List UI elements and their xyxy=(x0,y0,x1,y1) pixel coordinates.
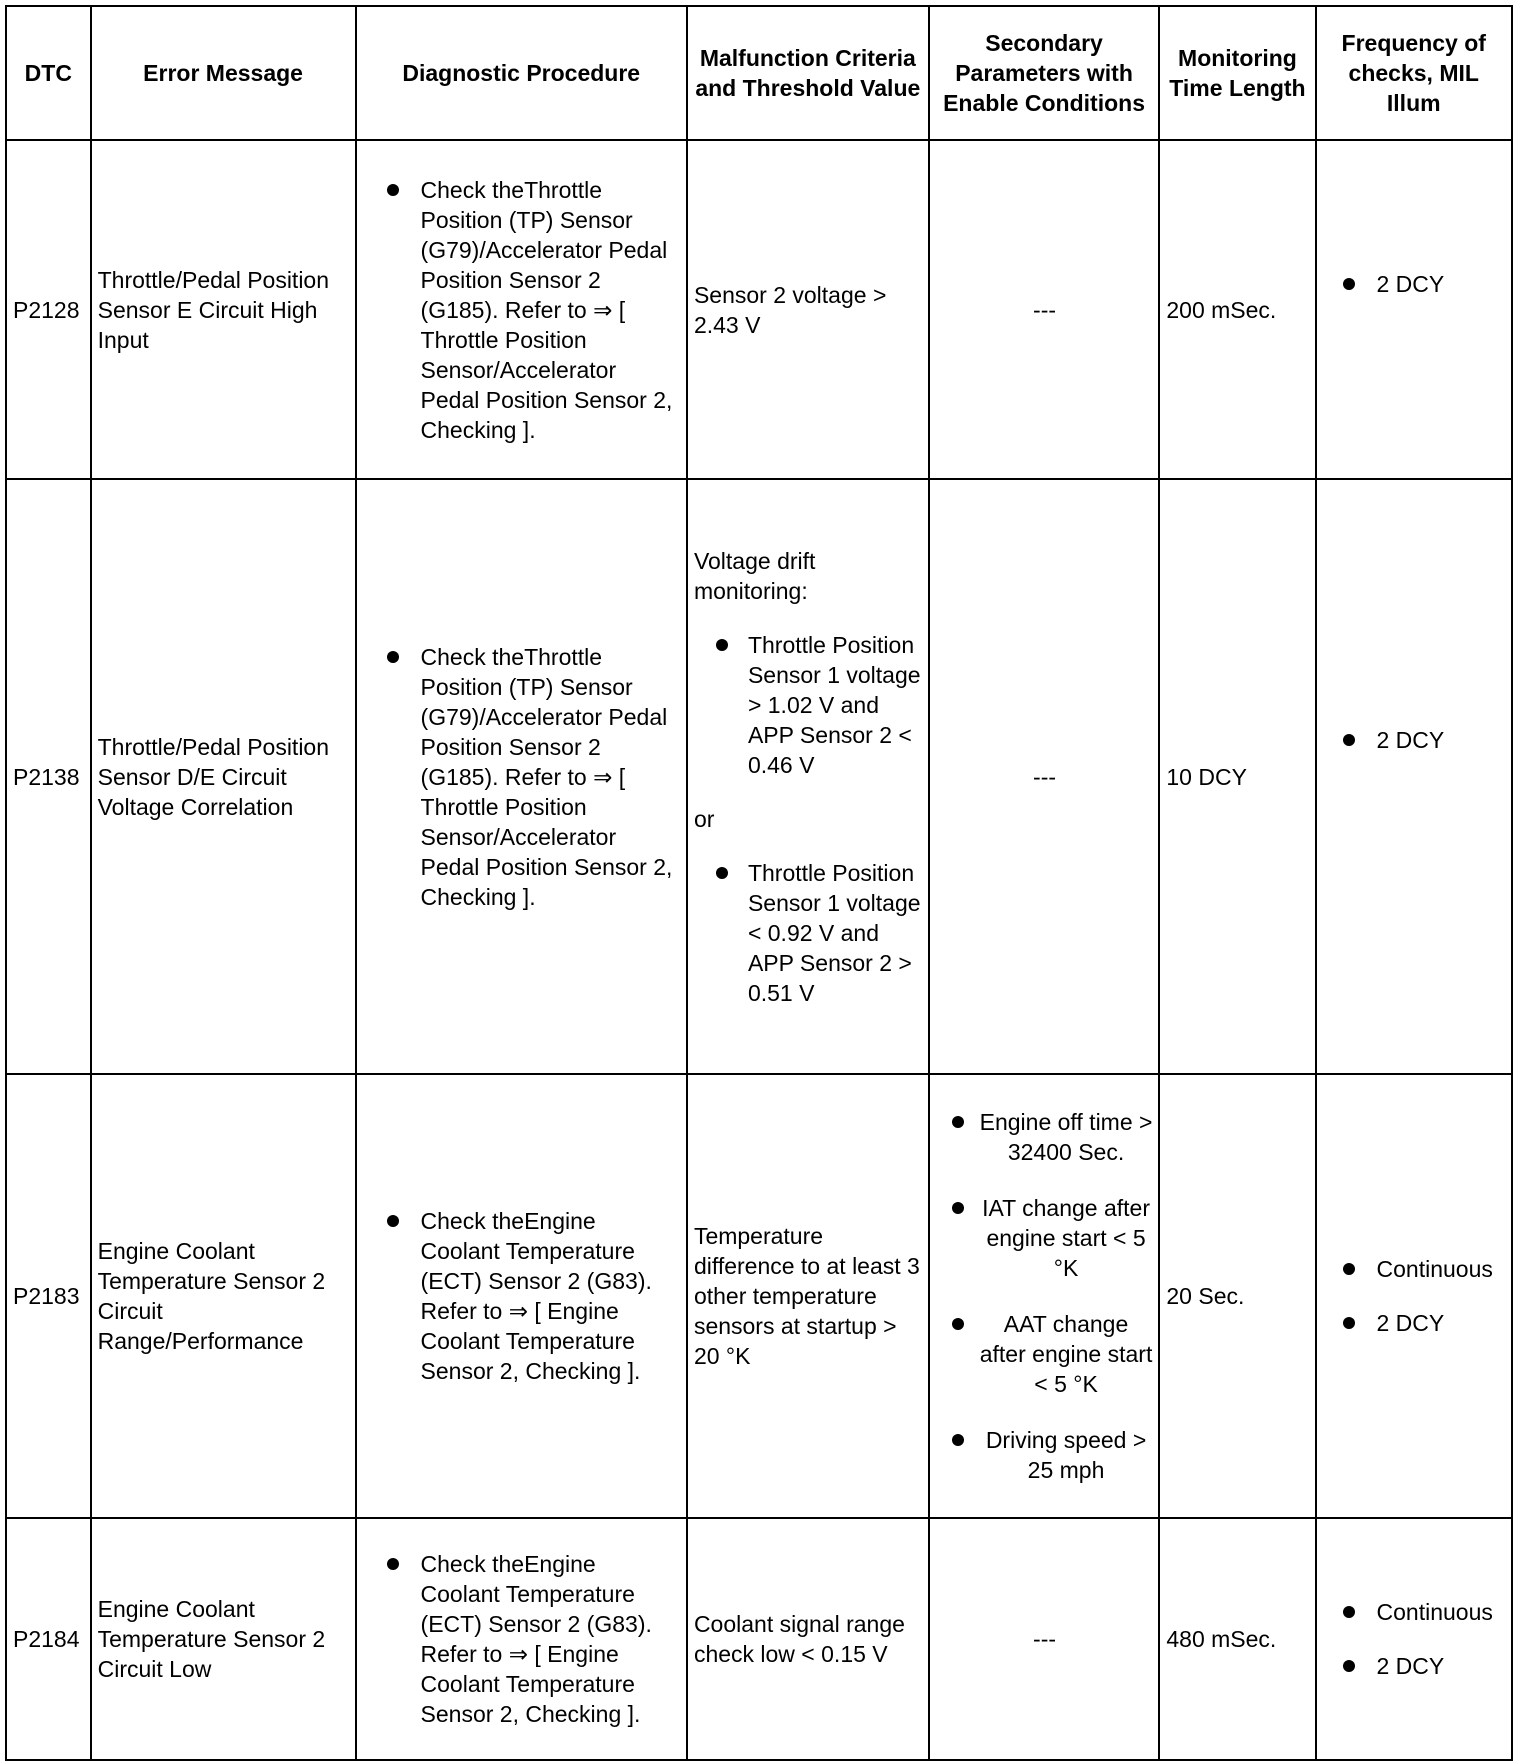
diagnostic-procedure xyxy=(356,479,687,1074)
malfunction-criteria: Sensor 2 voltage > 2.43 V xyxy=(687,140,929,479)
error-message: Engine Coolant Temperature Sensor 2 Circuit Low xyxy=(91,1518,356,1760)
diagnostic-procedure xyxy=(356,140,687,479)
secondary-parameters: --- xyxy=(929,140,1160,479)
malfunction-criteria: Temperature difference to at least 3 other temperature sensors at startup > 20 °K xyxy=(687,1074,929,1518)
malfunction-criteria: Coolant signal range check low < 0.15 V xyxy=(687,1518,929,1760)
monitoring-time: 480 mSec. xyxy=(1159,1518,1315,1760)
monitoring-time: 20 Sec. xyxy=(1159,1074,1315,1518)
table-row xyxy=(6,479,1512,1074)
frequency-item: 2 DCY xyxy=(1323,1308,1507,1338)
frequency xyxy=(1316,140,1513,479)
header-row xyxy=(6,6,1512,140)
dtc-code: P2184 xyxy=(6,1518,91,1760)
header-secondary-parameters: Secondary Parameters with Enable Conditions xyxy=(929,6,1160,140)
procedure-item: Check theThrottle Position (TP) Sensor (G79)/Accelerator Pedal Position Sensor 2 (G185). Refer to ⇒ [ Throttle Position Sensor/Accelerator Pedal Position Sensor 2, Checking ]. xyxy=(363,175,681,445)
table-row xyxy=(6,140,1512,479)
dtc-code: P2128 xyxy=(6,140,91,479)
header-dtc: DTC xyxy=(6,6,91,140)
procedure-item: Check theEngine Coolant Temperature (ECT) Sensor 2 (G83). Refer to ⇒ [ Engine Coolant Temperature Sensor 2, Checking ]. xyxy=(363,1206,681,1386)
secondary-item: Engine off time > 32400 Sec. xyxy=(934,1107,1155,1167)
frequency xyxy=(1316,1074,1513,1518)
header-frequency: Frequency of checks, MIL Illum xyxy=(1316,6,1513,140)
secondary-item: Driving speed > 25 mph xyxy=(934,1425,1155,1485)
header-error-message: Error Message xyxy=(91,6,356,140)
secondary-item: AAT change after engine start < 5 °K xyxy=(934,1309,1155,1399)
frequency-item: 2 DCY xyxy=(1323,725,1507,755)
frequency xyxy=(1316,1518,1513,1760)
dtc-code: P2183 xyxy=(6,1074,91,1518)
monitoring-time: 200 mSec. xyxy=(1159,140,1315,479)
dtc-code: P2138 xyxy=(6,479,91,1074)
header-diagnostic-procedure: Diagnostic Procedure xyxy=(356,6,687,140)
dtc-table xyxy=(5,5,1513,1761)
malfunction-criteria xyxy=(687,479,929,1074)
criteria-item: Throttle Position Sensor 1 voltage < 0.92 V and APP Sensor 2 > 0.51 V xyxy=(694,858,923,1008)
frequency-item: 2 DCY xyxy=(1323,269,1507,299)
table-row xyxy=(6,1074,1512,1518)
secondary-parameters: --- xyxy=(929,479,1160,1074)
header-malfunction-criteria: Malfunction Criteria and Threshold Value xyxy=(687,6,929,140)
criteria-or: or xyxy=(693,805,715,832)
diagnostic-procedure xyxy=(356,1074,687,1518)
error-message: Throttle/Pedal Position Sensor E Circuit High Input xyxy=(91,140,356,479)
frequency-item: Continuous xyxy=(1323,1254,1507,1284)
table-row xyxy=(6,1518,1512,1760)
frequency xyxy=(1316,479,1513,1074)
secondary-parameters xyxy=(929,1074,1160,1518)
monitoring-time: 10 DCY xyxy=(1159,479,1315,1074)
diagnostic-procedure xyxy=(356,1518,687,1760)
error-message: Engine Coolant Temperature Sensor 2 Circuit Range/Performance xyxy=(91,1074,356,1518)
error-message: Throttle/Pedal Position Sensor D/E Circuit Voltage Correlation xyxy=(91,479,356,1074)
frequency-item: Continuous xyxy=(1323,1597,1507,1627)
procedure-item: Check theThrottle Position (TP) Sensor (G79)/Accelerator Pedal Position Sensor 2 (G185). Refer to ⇒ [ Throttle Position Sensor/Accelerator Pedal Position Sensor 2, Checking ]. xyxy=(363,642,681,912)
secondary-parameters: --- xyxy=(929,1518,1160,1760)
header-monitoring-time: Monitoring Time Length xyxy=(1159,6,1315,140)
criteria-intro: Voltage drift monitoring: xyxy=(693,547,816,604)
frequency-item: 2 DCY xyxy=(1323,1651,1507,1681)
secondary-item: IAT change after engine start < 5 °K xyxy=(934,1193,1155,1283)
criteria-item: Throttle Position Sensor 1 voltage > 1.02 V and APP Sensor 2 < 0.46 V xyxy=(694,630,923,780)
procedure-item: Check theEngine Coolant Temperature (ECT) Sensor 2 (G83). Refer to ⇒ [ Engine Coolant Temperature Sensor 2, Checking ]. xyxy=(363,1549,681,1729)
